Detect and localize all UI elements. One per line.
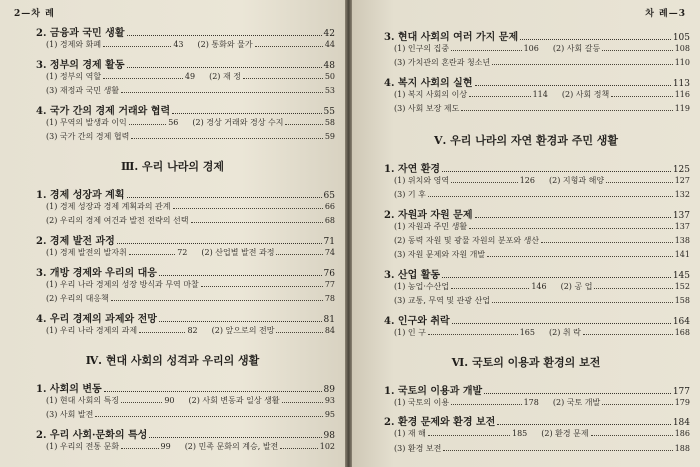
leader-dots [475, 217, 671, 218]
page-number: 58 [324, 118, 336, 127]
leader-dots [117, 243, 322, 244]
section-title: 2. 경제 발전 과정 [36, 236, 115, 247]
section-entry [352, 206, 700, 221]
leader-dots [121, 92, 323, 93]
leader-dots [255, 46, 323, 47]
leader-dots [159, 321, 322, 322]
book-gutter [345, 0, 352, 467]
subsection-entry [0, 279, 345, 290]
subsection-title: (3) 자원 문제와 자원 개발 [394, 250, 486, 259]
page-number: 145 [672, 271, 690, 281]
subsection-title: (3) 교통, 무역 및 관광 산업 [394, 296, 491, 305]
subsection-title: (2) 국토 개발 [552, 398, 601, 407]
subsection-title: (1) 경제 발전의 발자취 [46, 248, 127, 257]
subsection-title: (2) 공 업 [560, 282, 593, 291]
subsection-title: (2) 산업별 발전 과정 [201, 248, 275, 257]
leader-dots [469, 228, 673, 229]
subsection-pair [352, 428, 700, 439]
leader-dots [451, 182, 518, 183]
section-title: 4. 복지 사회의 실현 [384, 78, 473, 89]
page-number: 53 [324, 86, 335, 95]
subsection-title: (1) 무역의 발생과 이익 [46, 118, 127, 127]
page-number: 137 [674, 222, 690, 231]
leader-dots [173, 208, 323, 209]
subsection-pair [0, 117, 345, 128]
leader-dots [442, 171, 671, 172]
leader-dots [591, 435, 673, 436]
subsection-title: (2) 우리의 대응책 [46, 294, 109, 303]
section-entry [352, 382, 700, 397]
page-number: 56 [168, 118, 179, 127]
page-number: 84 [324, 326, 336, 335]
leader-dots [111, 300, 323, 301]
subsection-title: (3) 기 후 [394, 190, 426, 199]
page-number: 55 [323, 107, 335, 117]
subsection-title: (3) 국가 간의 경제 협력 [46, 132, 130, 141]
leader-dots [461, 110, 672, 111]
section-entry [0, 232, 345, 247]
page-number: 72 [177, 248, 188, 257]
page-number: 138 [674, 236, 690, 245]
subsection-title: (1) 국토의 이용 [394, 398, 450, 407]
section-entry [352, 266, 700, 281]
page-number: 95 [324, 410, 335, 419]
subsection-pair [352, 397, 700, 408]
leader-dots [442, 277, 671, 278]
leader-dots [541, 242, 673, 243]
leader-dots [428, 334, 518, 335]
page-number: 42 [323, 29, 335, 39]
section-entry [0, 56, 345, 71]
page-number: 76 [323, 269, 335, 279]
leader-dots [452, 323, 671, 324]
leader-dots [129, 254, 175, 255]
leader-dots [127, 197, 322, 198]
leader-dots [127, 35, 322, 36]
leader-dots [103, 46, 171, 47]
section-entry [352, 413, 700, 428]
subsection-pair [0, 39, 345, 50]
leader-dots [594, 288, 672, 289]
section-entry [0, 426, 345, 441]
leader-dots [469, 96, 531, 97]
leader-dots [280, 448, 317, 449]
leader-dots [139, 332, 185, 333]
section-title: 1. 자연 환경 [384, 164, 441, 175]
subsection-title: (2) 통화와 물가 [197, 40, 253, 49]
subsection-title: (1) 경제 성장과 경제 계획과의 관계 [46, 202, 171, 211]
subsection-title: (2) 사회 변동과 일상 생활 [188, 396, 280, 405]
subsection-pair [0, 441, 345, 452]
page-number: 137 [672, 211, 690, 221]
page-number: 119 [674, 104, 690, 113]
leader-dots [611, 96, 673, 97]
leader-dots [443, 450, 672, 451]
section-title: 4. 인구와 취락 [384, 316, 450, 327]
page-number: 68 [324, 216, 335, 225]
subsection-title: (2) 지형과 해양 [549, 176, 605, 185]
subsection-entry [352, 443, 700, 454]
subsection-entry [0, 201, 345, 212]
leader-dots [428, 196, 673, 197]
page-number: 146 [531, 282, 547, 291]
leader-dots [451, 288, 529, 289]
page-number: 66 [324, 202, 335, 211]
right-page [352, 0, 700, 467]
section-title: 3. 정부의 경제 활동 [36, 60, 125, 71]
page-number: 44 [324, 40, 335, 49]
subsection-pair [0, 247, 345, 258]
leader-dots [428, 435, 510, 436]
page-header: 2—차 례 [14, 9, 55, 19]
leader-dots [104, 391, 322, 392]
section-entry [0, 264, 345, 279]
subsection-title: (3) 재정과 국민 생활 [46, 86, 120, 95]
subsection-pair [0, 395, 345, 406]
leader-dots [451, 50, 522, 51]
subsection-title: (3) 가치관의 혼란과 청소년 [394, 58, 491, 67]
subsection-pair [352, 43, 700, 54]
part-heading: Ⅳ. 현대 사회의 성격과 우리의 생활 [85, 354, 260, 367]
section-entry [0, 310, 345, 325]
section-title: 1. 사회의 변동 [36, 384, 102, 395]
part-heading: Ⅲ. 우리 나라의 경제 [120, 160, 225, 173]
page-header: 차 례—3 [645, 9, 686, 19]
section-title: 3. 개방 경제와 우리의 대응 [36, 268, 157, 279]
leader-dots [149, 437, 321, 438]
subsection-entry [352, 57, 700, 68]
page-number: 177 [672, 387, 690, 397]
subsection-title: (1) 인구의 집중 [394, 44, 450, 53]
page-number: 178 [523, 398, 539, 407]
page-number: 71 [323, 237, 335, 247]
page-number: 81 [323, 315, 335, 325]
section-title: 4. 국가 간의 경제 거래와 협력 [36, 106, 171, 117]
page-number: 78 [324, 294, 335, 303]
section-entry [0, 102, 345, 117]
leader-dots [276, 332, 322, 333]
subsection-entry [0, 409, 345, 420]
page-number: 188 [674, 444, 690, 453]
subsection-entry [0, 85, 345, 96]
subsection-title: (2) 재 정 [209, 72, 241, 81]
page-number: 127 [674, 176, 690, 185]
subsection-title: (1) 복지 사회의 이상 [394, 90, 468, 99]
subsection-title: (1) 경제와 화폐 [46, 40, 102, 49]
page-number: 49 [184, 72, 196, 81]
leader-dots [583, 334, 673, 335]
page-number: 125 [672, 165, 690, 175]
subsection-entry [352, 189, 700, 200]
section-entry [352, 312, 700, 327]
subsection-entry [352, 235, 700, 246]
section-entry [352, 28, 700, 43]
page-number: 74 [324, 248, 336, 257]
page-number: 82 [187, 326, 198, 335]
page-number: 65 [323, 191, 335, 201]
page-number: 89 [323, 385, 335, 395]
page-number: 165 [519, 328, 535, 337]
page-number: 185 [511, 429, 528, 438]
subsection-title: (1) 우리의 전통 문화 [46, 442, 120, 451]
section-title: 2. 우리 사회·문화의 특성 [36, 430, 148, 441]
page-number: 50 [324, 72, 335, 81]
page-number: 179 [674, 398, 690, 407]
subsection-title: (1) 위치와 영역 [394, 176, 450, 185]
page-number: 116 [674, 90, 690, 99]
subsection-title: (3) 환경 보전 [394, 444, 442, 453]
page-number: 98 [323, 431, 335, 441]
leader-dots [103, 78, 183, 79]
subsection-title: (1) 정부의 역할 [46, 72, 102, 81]
leader-dots [127, 67, 322, 68]
subsection-title: (1) 현대 사회의 특징 [46, 396, 120, 405]
page-number: 141 [674, 250, 690, 259]
leader-dots [129, 124, 166, 125]
leader-dots [276, 254, 322, 255]
page-number: 59 [324, 132, 335, 141]
subsection-title: (1) 농업·수산업 [394, 282, 450, 291]
subsection-entry [0, 131, 345, 142]
subsection-title: (2) 민족 문화의 계승, 발전 [184, 442, 279, 451]
subsection-title: (2) 사회 갈등 [552, 44, 601, 53]
page-number: 184 [672, 418, 690, 428]
subsection-title: (2) 경상 거래와 경상 수지 [192, 118, 284, 127]
leader-dots [451, 404, 522, 405]
subsection-entry [352, 249, 700, 260]
page-number: 114 [532, 90, 548, 99]
page-number: 110 [674, 58, 690, 67]
leader-dots [191, 222, 323, 223]
subsection-title: (2) 환경 문제 [541, 429, 589, 438]
page-number: 158 [674, 296, 690, 305]
leader-dots [243, 78, 323, 79]
subsection-entry [352, 221, 700, 232]
leader-dots [520, 39, 671, 40]
section-title: 1. 경제 성장과 계획 [36, 190, 125, 201]
page-number: 108 [674, 44, 690, 53]
subsection-pair [352, 175, 700, 186]
page-number: 93 [324, 396, 335, 405]
leader-dots [95, 416, 322, 417]
leader-dots [492, 64, 672, 65]
section-entry [352, 160, 700, 175]
subsection-title: (2) 앞으로의 전망 [211, 326, 275, 335]
subsection-pair [352, 327, 700, 338]
subsection-title: (1) 재 해 [394, 429, 426, 438]
subsection-entry [0, 293, 345, 304]
leader-dots [606, 182, 673, 183]
subsection-title: (2) 동력 자원 및 광물 자원의 분포와 생산 [394, 236, 540, 245]
subsection-pair [352, 281, 700, 292]
section-title: 3. 현대 사회의 여러 가지 문제 [384, 32, 519, 43]
part-heading: Ⅵ. 국토의 이용과 환경의 보전 [451, 356, 601, 369]
leader-dots [285, 124, 322, 125]
leader-dots [131, 138, 322, 139]
section-title: 2. 자원과 자원 문제 [384, 210, 473, 221]
page-number: 106 [523, 44, 539, 53]
subsection-title: (2) 우리의 경제 여건과 발전 전략의 선택 [46, 216, 189, 225]
leader-dots [492, 302, 673, 303]
page-number: 102 [319, 442, 336, 451]
subsection-title: (1) 자원과 주민 생활 [394, 222, 468, 231]
section-entry [0, 380, 345, 395]
page-number: 77 [324, 280, 335, 289]
leader-dots [484, 393, 671, 394]
section-entry [0, 186, 345, 201]
subsection-pair [352, 89, 700, 100]
page-number: 164 [672, 317, 690, 327]
page-number: 152 [674, 282, 690, 291]
subsection-entry [352, 295, 700, 306]
section-title: 3. 산업 활동 [384, 270, 441, 281]
page-number: 99 [160, 442, 171, 451]
leader-dots [487, 256, 673, 257]
subsection-entry [0, 215, 345, 226]
section-entry [352, 74, 700, 89]
page-number: 43 [173, 40, 184, 49]
subsection-title: (3) 사회 보장 제도 [394, 104, 460, 113]
page-number: 126 [519, 176, 535, 185]
leader-dots [172, 113, 321, 114]
section-title: 2. 환경 문제와 환경 보전 [384, 417, 496, 428]
subsection-title: (1) 인 구 [394, 328, 426, 337]
leader-dots [121, 448, 158, 449]
left-page [0, 0, 345, 467]
subsection-pair [0, 325, 345, 336]
subsection-title: (2) 사회 정책 [561, 90, 610, 99]
page-number: 105 [672, 33, 690, 43]
leader-dots [159, 275, 322, 276]
page-number: 90 [164, 396, 175, 405]
page-number: 48 [323, 61, 335, 71]
page-number: 168 [674, 328, 690, 337]
subsection-entry [352, 103, 700, 114]
part-heading: Ⅴ. 우리 나라의 자연 환경과 주민 생활 [433, 134, 619, 147]
section-entry [0, 24, 345, 39]
subsection-title: (2) 취 락 [549, 328, 581, 337]
page-number: 132 [674, 190, 690, 199]
subsection-title: (3) 사회 발전 [46, 410, 94, 419]
leader-dots [602, 404, 673, 405]
subsection-title: (1) 우리 나라 경제의 과제 [46, 326, 138, 335]
leader-dots [497, 424, 671, 425]
page-number: 113 [672, 79, 690, 89]
leader-dots [282, 402, 323, 403]
leader-dots [475, 85, 671, 86]
subsection-title: (1) 우리 나라 경제의 성장 방식과 무역 마찰 [46, 280, 199, 289]
section-title: 2. 금융과 국민 생활 [36, 28, 125, 39]
section-title: 4. 우리 경제의 과제와 전망 [36, 314, 157, 325]
subsection-pair [0, 71, 345, 82]
section-title: 1. 국토의 이용과 개발 [384, 386, 483, 397]
page-number: 186 [674, 429, 690, 438]
leader-dots [121, 402, 162, 403]
leader-dots [201, 286, 323, 287]
leader-dots [602, 50, 673, 51]
